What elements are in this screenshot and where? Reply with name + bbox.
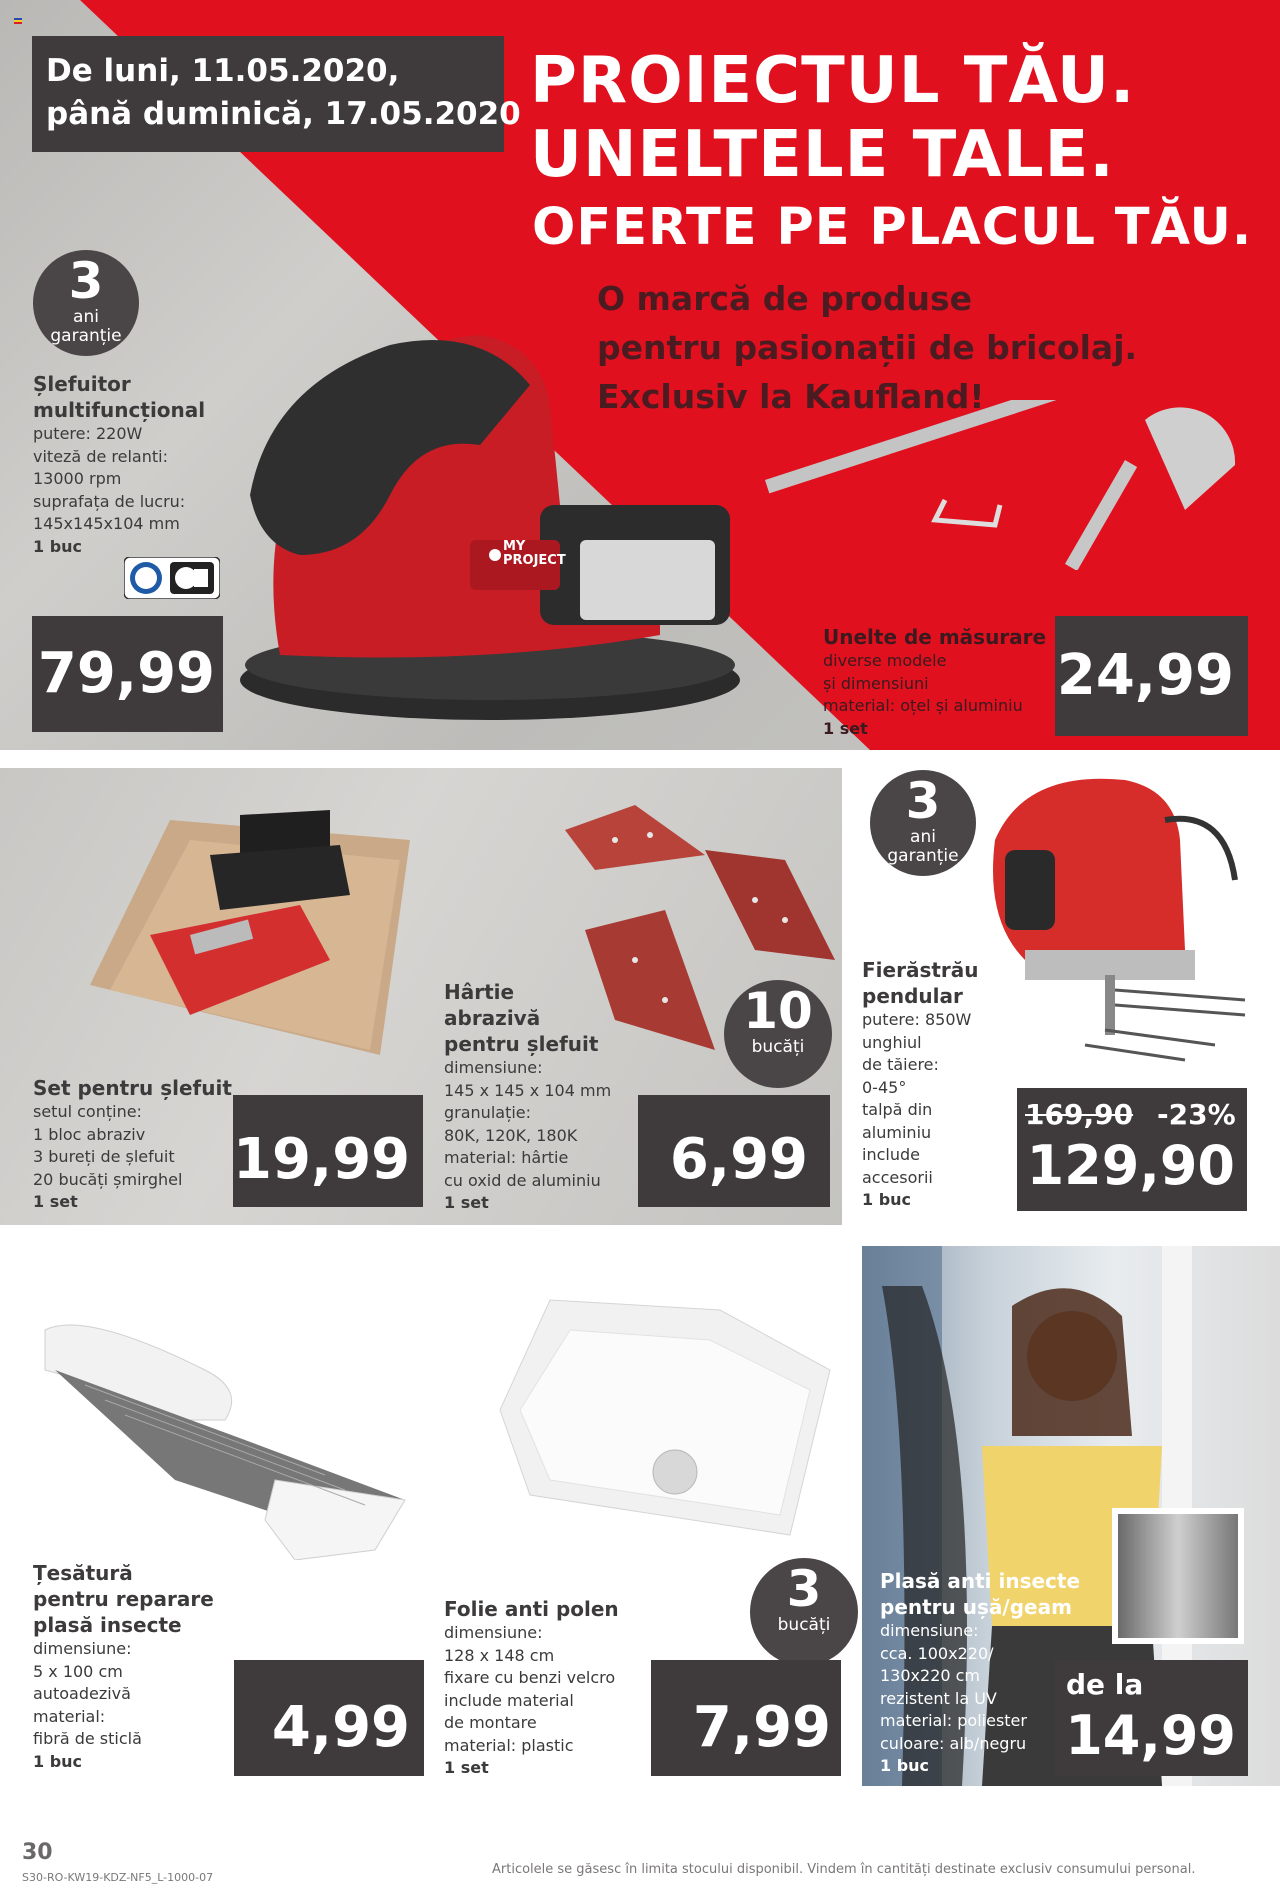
warranty-years: 3 (905, 772, 941, 830)
spec-line: și dimensiuni (823, 673, 929, 693)
unit: 1 buc (880, 1756, 930, 1775)
measuring-tools-image (765, 400, 1240, 570)
tagline-line-3: Exclusiv la Kaufland! (597, 377, 985, 416)
unit: 1 set (823, 718, 868, 738)
warranty-badge (870, 770, 976, 876)
jigsaw-price-box (1017, 1088, 1247, 1211)
spec-line: 20 bucăți șmirghel (33, 1169, 183, 1189)
screen-inset-image (1118, 1514, 1238, 1638)
quantity-badge (724, 980, 832, 1088)
unit: 1 buc (33, 536, 83, 556)
price-prefix: de la (1066, 1668, 1144, 1701)
spec-line: putere: 850W (862, 1010, 972, 1029)
title-line: Plasă anti insecte (880, 1569, 1081, 1593)
product-description (33, 1638, 214, 1773)
mesh-repair-details (33, 1560, 214, 1773)
spec-line: material: oțel și aluminiu (823, 696, 1023, 715)
spec-line: 1 bloc abraziv (33, 1124, 146, 1144)
sanding-set-details (33, 1075, 232, 1214)
unit: 1 buc (862, 1190, 912, 1209)
warranty-label-2: garanție (50, 326, 122, 346)
spec-line: 13000 rpm (33, 469, 122, 488)
spec-line: dimensiune: (444, 1623, 543, 1642)
screen-price: 14,99 (1065, 1704, 1236, 1767)
title-line: pentru șlefuit (444, 1032, 599, 1056)
spec-line: de montare (444, 1713, 537, 1732)
spec-line: setul conține: (33, 1102, 142, 1121)
foil-price: 7,99 (651, 1660, 841, 1776)
screen-price-box (1054, 1660, 1248, 1776)
spec-line: include (862, 1145, 920, 1164)
spec-line: fibră de sticlă (33, 1729, 142, 1748)
date-line-1: De luni, 11.05.2020, (46, 53, 400, 89)
product-description (444, 1622, 619, 1780)
title-line: Șlefuitor (33, 372, 131, 396)
unit: 1 buc (33, 1751, 83, 1771)
warranty-years: 3 (68, 252, 104, 310)
page-number: 30 (22, 1840, 53, 1865)
spec-line: include material (444, 1690, 574, 1710)
spec-line: culoare: alb/negru (880, 1733, 1027, 1753)
sanding-set-image (80, 785, 420, 1075)
spec-line: cu oxid de aluminiu (444, 1170, 601, 1190)
sanding-set-price: 19,99 (233, 1095, 423, 1207)
spec-line: accesorii (862, 1167, 933, 1187)
jigsaw-image (965, 760, 1255, 1070)
mesh-repair-tape-image (25, 1310, 425, 1560)
title-line: pentru reparare (33, 1587, 214, 1611)
title-line: pendular (862, 984, 963, 1008)
product-title (862, 957, 979, 1009)
headline-line-1: PROIECTUL TĂU. (530, 44, 1136, 118)
unit: 1 set (444, 1193, 489, 1212)
headline (530, 44, 1135, 192)
spec-line: 145 x 145 x 104 mm (444, 1080, 612, 1100)
new-price: 129,90 (1026, 1134, 1235, 1197)
product-description (33, 423, 205, 558)
spec-line: aluminiu (862, 1122, 932, 1142)
title-line: abrazivă (444, 1006, 541, 1030)
quantity-number: 10 (743, 982, 813, 1040)
product-title (33, 1560, 214, 1638)
spec-line: unghiul (862, 1032, 922, 1052)
spec-line: 80K, 120K, 180K (444, 1125, 578, 1145)
warranty-label-1: ani (73, 307, 99, 327)
title-line: Fierăstrău (862, 958, 979, 982)
stock-disclaimer: Articolele se găsesc în limita stocului disponibil. Vindem în cantități destinate exclusiv consumului personal. (492, 1862, 1196, 1877)
old-price: 169,90 (1025, 1098, 1134, 1131)
tagline-line-2: pentru pasionații de bricolaj. (597, 328, 1138, 367)
spec-line: granulație: (444, 1103, 532, 1122)
spec-line: suprafața de lucru: (33, 491, 186, 511)
title-line: plasă insecte (33, 1613, 182, 1637)
spec-line: 130x220 cm (880, 1666, 981, 1685)
flag-icon (14, 18, 22, 24)
unit: 1 set (444, 1758, 489, 1777)
discount: -23% (1157, 1098, 1236, 1131)
spec-line: cca. 100x220/ (880, 1643, 994, 1663)
tuv-gs-certification-icon (124, 557, 220, 599)
unit: 1 set (33, 1192, 78, 1211)
title-line: pentru ușă/geam (880, 1595, 1072, 1619)
headline-line-3: OFERTE PE PLACUL TĂU. (532, 198, 1253, 257)
date-line-2: până duminică, 17.05.2020 (46, 96, 521, 132)
spec-line: fixare cu benzi velcro (444, 1668, 616, 1687)
sander-price: 79,99 (32, 616, 223, 732)
product-description (33, 1101, 232, 1214)
spec-line: material: poliester (880, 1711, 1027, 1730)
brand-label: MY PROJECT (503, 539, 566, 568)
sander-details (33, 371, 205, 558)
sandpaper-details (444, 979, 611, 1215)
quantity-label: bucăți (777, 1615, 831, 1635)
multifunction-sander-image (240, 325, 740, 725)
spec-line: autoadezivă (33, 1684, 131, 1703)
spec-line: viteză de relanti: (33, 446, 168, 466)
title-line: multifuncțional (33, 398, 206, 422)
measure-price: 24,99 (1055, 616, 1248, 736)
headline-line-2: UNELTELE TALE. (530, 118, 1115, 192)
warranty-label-2: garanție (887, 846, 959, 866)
spec-line: 128 x 148 cm (444, 1645, 555, 1665)
warranty-badge (33, 250, 139, 356)
print-code: S30-RO-KW19-KDZ-NF5_L-1000-07 (22, 1871, 214, 1884)
tagline-line-1: O marcă de produse (597, 279, 972, 318)
quantity-number: 3 (786, 1560, 822, 1618)
product-description (880, 1620, 1080, 1778)
foil-details (444, 1596, 619, 1780)
spec-line: 3 bureți de șlefuit (33, 1147, 175, 1166)
spec-line: material: hârtie (444, 1148, 569, 1167)
spec-line: dimensiune: (444, 1058, 543, 1077)
product-title (33, 371, 205, 423)
screen-inset (1112, 1508, 1244, 1644)
jigsaw-details (862, 957, 979, 1212)
spec-line: putere: 220W (33, 424, 143, 443)
spec-line: material: plastic (444, 1735, 574, 1755)
quantity-badge (750, 1558, 858, 1666)
anti-pollen-foil-image (490, 1290, 835, 1550)
mesh-repair-price: 4,99 (234, 1660, 424, 1776)
product-title (444, 979, 611, 1057)
measure-details (823, 624, 1046, 740)
screen-details (880, 1568, 1080, 1778)
spec-line: de tăiere: (862, 1055, 939, 1074)
product-description (823, 650, 1046, 740)
product-description (444, 1057, 611, 1215)
product-title: Set pentru șlefuit (33, 1076, 232, 1100)
title-line: Țesătură (33, 1561, 133, 1585)
spec-line: dimensiune: (33, 1639, 132, 1658)
warranty-label-1: ani (910, 827, 936, 847)
spec-line: diverse modele (823, 651, 947, 670)
validity-date-box (32, 36, 521, 152)
product-title (880, 1568, 1080, 1620)
spec-line: rezistent la UV (880, 1688, 997, 1708)
product-title: Unelte de măsurare (823, 625, 1047, 649)
spec-line: 5 x 100 cm (33, 1661, 123, 1681)
product-title: Folie anti polen (444, 1597, 619, 1621)
spec-line: talpă din (862, 1100, 933, 1119)
product-description (862, 1009, 979, 1212)
spec-line: 0-45° (862, 1077, 907, 1097)
spec-line: dimensiune: (880, 1621, 979, 1640)
spec-line: 145x145x104 mm (33, 514, 180, 533)
sandpaper-price: 6,99 (638, 1095, 830, 1207)
quantity-label: bucăți (751, 1037, 805, 1057)
spec-line: material: (33, 1706, 106, 1726)
title-line: Hârtie (444, 980, 515, 1004)
